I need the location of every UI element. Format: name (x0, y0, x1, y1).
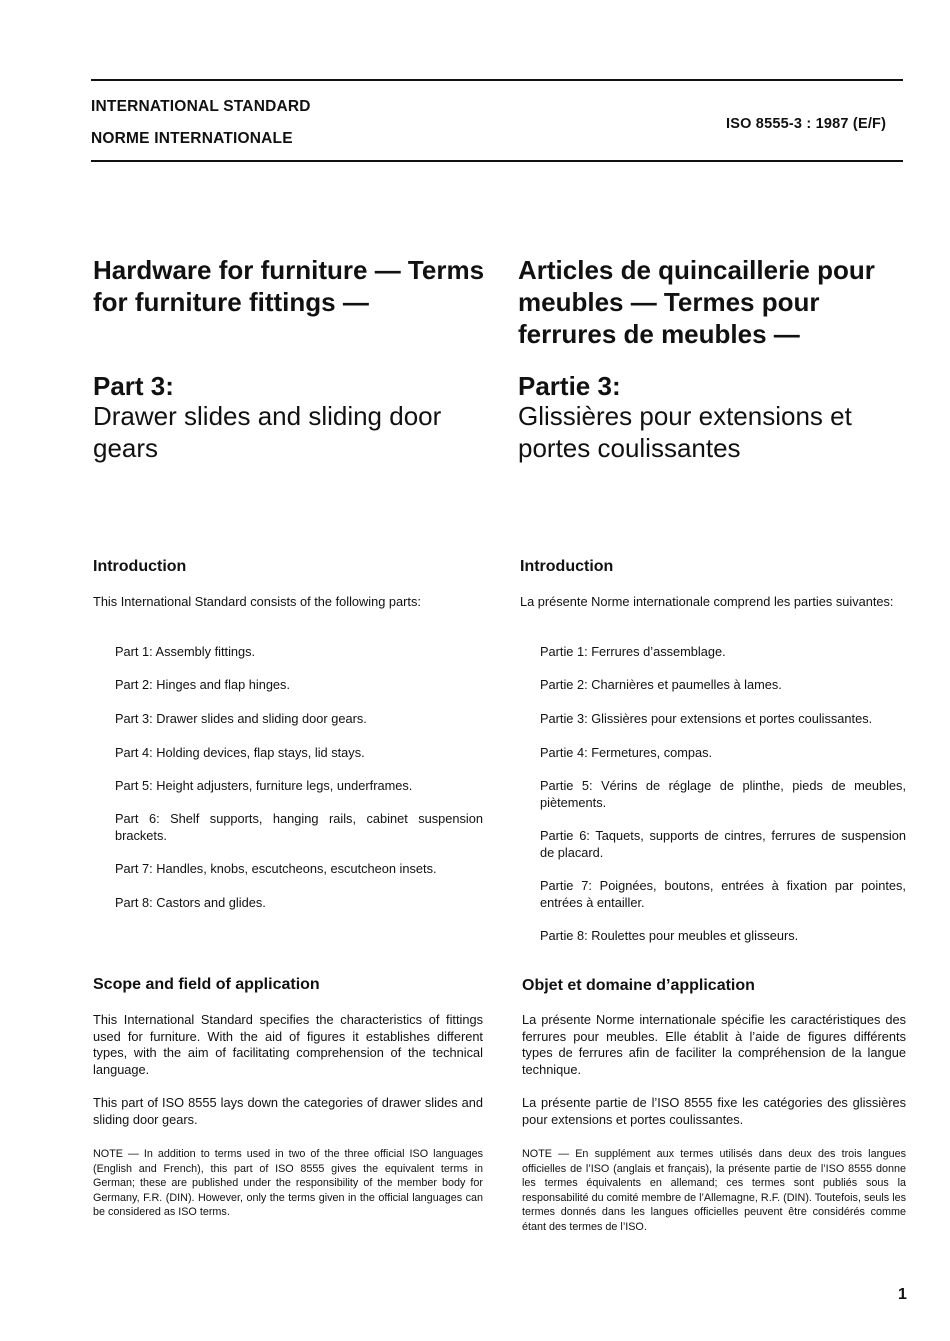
list-item: Part 5: Height adjusters, furniture legs, underframes. (115, 778, 413, 793)
header-standard-en: INTERNATIONAL STANDARD (91, 98, 311, 115)
french-scope-paragraph-1: La présente Norme internationale spécifie les caractéristiques des ferrures pour meubles. Elle établit à l’aide de figures différents types de ferrures afin de faciliter la compréhension de la langue technique. (522, 1012, 906, 1077)
french-intro-text: La présente Norme internationale comprend les parties suivantes: (520, 594, 894, 609)
french-part-title: Glissières pour extensions et portes coulissantes (518, 401, 852, 463)
list-item: Partie 5: Vérins de réglage de plinthe, pieds de meubles, piètements. (540, 778, 906, 810)
list-item: Partie 8: Roulettes pour meubles et glisseurs. (540, 928, 799, 943)
french-part-label: Partie 3: (518, 371, 621, 401)
french-scope-paragraph-2: La présente partie de l’ISO 8555 fixe les catégories des glissières pour extensions et portes coulissantes. (522, 1095, 906, 1127)
list-item: Part 7: Handles, knobs, escutcheons, escutcheon insets. (115, 861, 437, 876)
list-item: Partie 1: Ferrures d’assemblage. (540, 644, 726, 659)
french-note: NOTE — En supplément aux termes utilisés dans deux des trois langues officielles de l’ISO (anglais et français), la présente partie de l’ISO 8555 donne les termes équivalents en allemand; ces termes sont publiés sous la responsabilité du comité membre de l’Allemagne, R.F. (DIN). Toutefois, seuls les termes donnés dans les langues officielles peuvent être considérés comme étant des termes de l’ISO. (522, 1148, 906, 1233)
french-title: Articles de quincaillerie pour meubles — Termes pour ferrures de meubles — (518, 255, 875, 349)
header-standard-fr: NORME INTERNATIONALE (91, 130, 293, 147)
english-note: NOTE — In addition to terms used in two of the three official ISO languages (English and French), this part of ISO 8555 gives the equivalent terms in German; these are published under the responsibility of the member body for Germany, F.R. (DIN). However, only the terms given in the official languages can be considered as ISO terms. (93, 1148, 483, 1219)
list-item: Part 1: Assembly fittings. (115, 644, 256, 659)
english-part-label: Part 3: (93, 371, 174, 401)
list-item: Part 8: Castors and glides. (115, 895, 266, 910)
list-item: Part 3: Drawer slides and sliding door gears. (115, 711, 367, 726)
english-intro-text: This International Standard consists of the following parts: (93, 594, 421, 609)
english-scope-paragraph-2: This part of ISO 8555 lays down the categories of drawer slides and sliding door gears. (93, 1095, 483, 1127)
english-title: Hardware for furniture — Terms for furniture fittings — (93, 255, 485, 317)
header-bottom-rule (91, 160, 903, 162)
list-item: Partie 4: Fermetures, compas. (540, 745, 713, 760)
french-scope-heading: Objet et domaine d’application (522, 977, 755, 994)
french-intro-heading: Introduction (520, 558, 614, 575)
list-item: Part 4: Holding devices, flap stays, lid stays. (115, 745, 365, 760)
english-scope-heading: Scope and field of application (93, 976, 320, 993)
list-item: Part 6: Shelf supports, hanging rails, cabinet suspension brackets. (115, 811, 483, 843)
list-item: Partie 3: Glissières pour extensions et portes coulissantes. (540, 711, 873, 726)
list-item: Partie 6: Taquets, supports de cintres, ferrures de suspension de placard. (540, 828, 906, 860)
header-document-code: ISO 8555-3 : 1987 (E/F) (726, 116, 887, 132)
english-part-title: Drawer slides and sliding door gears (93, 401, 442, 463)
header-top-rule (91, 79, 903, 81)
page-number: 1 (898, 1286, 907, 1303)
list-item: Partie 7: Poignées, boutons, entrées à fixation par pointes, entrées à entailler. (540, 878, 906, 910)
english-scope-paragraph-1: This International Standard specifies the characteristics of fittings used for furniture. With the aid of figures it establishes different types, with the aim of facilitating comprehension of the technical language. (93, 1012, 483, 1077)
list-item: Part 2: Hinges and flap hinges. (115, 677, 291, 692)
english-intro-heading: Introduction (93, 558, 187, 575)
list-item: Partie 2: Charnières et paumelles à lames. (540, 677, 782, 692)
